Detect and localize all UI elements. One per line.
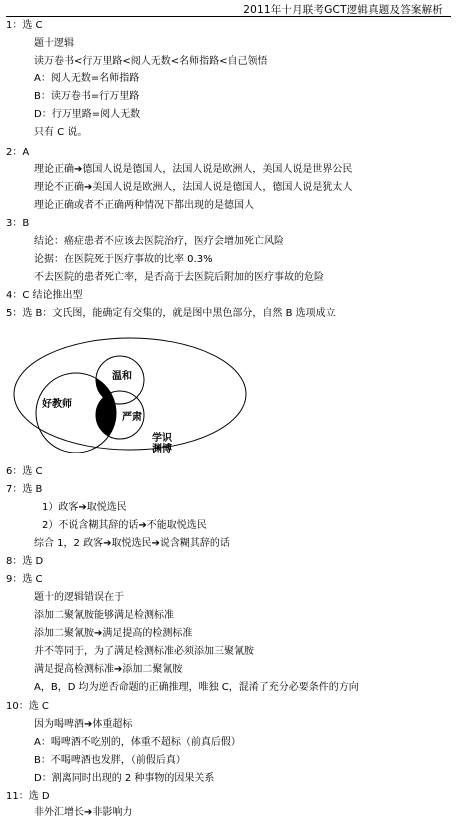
answer-line: 7：选 B [6, 484, 43, 495]
text-line: 题十的逻辑错误在于 [34, 592, 124, 603]
answer-line: 5：选 B：文氏图，能确定有交集的，就是图中黑色部分，自然 B 选项成立 [6, 308, 336, 319]
outer-ellipse [14, 338, 246, 450]
text-line: D：割离同时出现的 2 种事物的因果关系 [34, 773, 215, 784]
text-line: 添加二聚氰胺➔满足提高的检测标准 [34, 628, 193, 639]
text-line: 并不等同于，为了满足检测标准必须添加三聚氰胺 [34, 646, 254, 657]
answer-line: 4：C 结论推出型 [6, 290, 83, 301]
text-line: 理论不正确➔美国人说是欧洲人，法国人说是德国人，德国人说是犹太人 [34, 182, 353, 193]
text-line: 不去医院的患者死亡率，是否高于去医院后附加的医疗事故的危险 [34, 272, 324, 283]
text-line: 只有 C 说。 [34, 127, 88, 138]
text-line: B：读万卷书=行万里路 [34, 91, 140, 102]
venn-label-strict: 严肃 [122, 412, 142, 423]
text-line: 非外汇增长➔非影响力 [34, 807, 133, 818]
answer-line: 8：选 D [6, 556, 44, 567]
venn-label-good-teacher: 好教师 [42, 399, 72, 410]
text-line: A：阅人无数=名师指路 [34, 73, 140, 84]
venn-label-learned-1: 学识 [152, 433, 172, 444]
text-line: 因为喝啤酒➔体重超标 [34, 719, 133, 730]
text-line: 论据：在医院死于医疗事故的比率 0.3% [34, 254, 213, 265]
text-line: 理论正确➔德国人说是德国人，法国人说是欧洲人，美国人说是世界公民 [34, 164, 353, 175]
text-line: 读万卷书<行万里路<阅人无数<名师指路<自己领悟 [34, 56, 268, 67]
answer-line: 11：选 D [6, 791, 50, 802]
answer-line: 3：B [6, 218, 30, 229]
text-line: 题十逻辑 [34, 38, 74, 49]
answer-line: 9：选 C [6, 574, 43, 585]
page-title: 2011年十月联考GCT逻辑真题及答案解析 [243, 4, 443, 16]
text-line: 结论：癌症患者不应该去医院治疗，医疗会增加死亡风险 [34, 236, 284, 247]
answer-line: 6：选 C [6, 466, 43, 477]
text-line: 2）不说含糊其辞的话➔不能取悦选民 [42, 520, 207, 531]
text-line: 1）政客➔取悦选民 [42, 502, 127, 513]
text-line: 满足提高检测标准➔添加二聚氰胺 [34, 664, 183, 675]
text-line: 添加二聚氰胺能够满足检测标准 [34, 610, 174, 621]
answer-line: 1：选 C [6, 20, 43, 31]
venn-diagram [12, 335, 248, 453]
venn-label-learned-2: 渊博 [152, 444, 172, 453]
text-line: 综合 1，2 政客➔取悦选民➔说含糊其辞的话 [34, 538, 230, 549]
answer-line: 10：选 C [6, 701, 49, 712]
text-line: B：不喝啤酒也发胖，（前假后真） [34, 755, 186, 766]
venn-label-gentle: 温和 [112, 371, 132, 382]
text-line: A：喝啤酒不吃别的，体重不超标（前真后假） [34, 737, 241, 748]
text-line: 理论正确或者不正确两种情况下都出现的是德国人 [34, 200, 254, 211]
text-line: A，B，D 均为逆否命题的正确推理，唯独 C，混淆了充分必要条件的方向 [34, 682, 359, 693]
text-line: D：行万里路=阅人无数 [34, 109, 141, 120]
header-divider [6, 16, 451, 17]
answer-line: 2：A [6, 147, 30, 158]
